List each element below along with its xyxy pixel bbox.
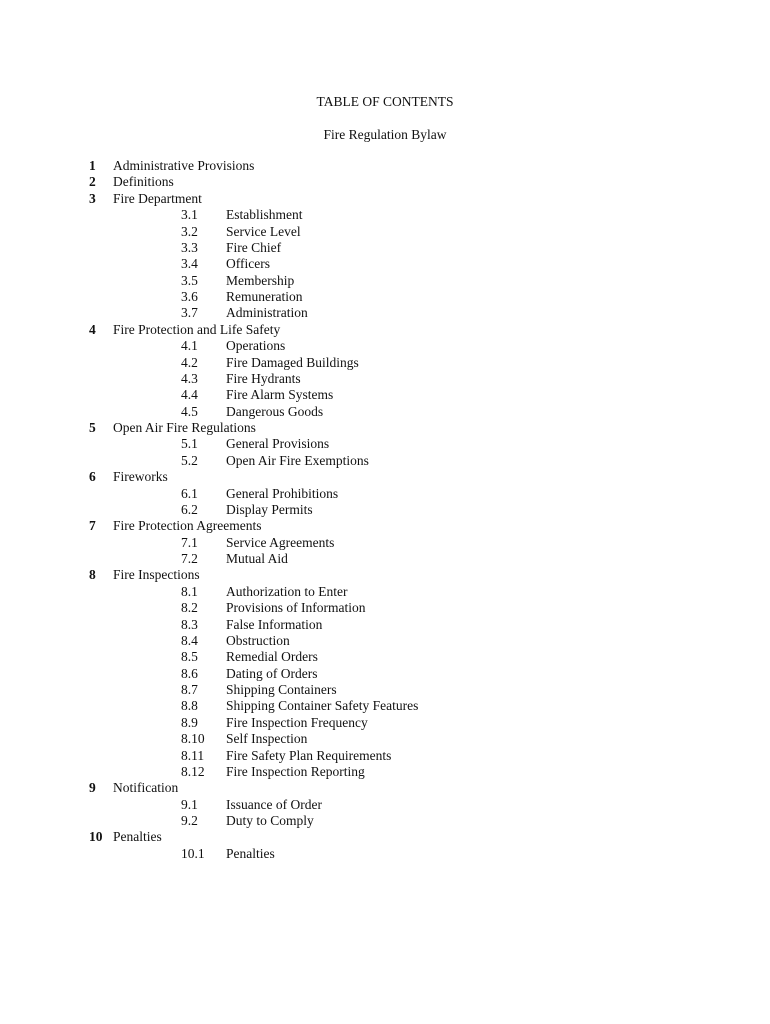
toc-section-title: Open Air Fire Regulations — [113, 420, 256, 435]
toc-subsection-number: 4.1 — [181, 338, 198, 354]
toc-subsection-number: 7.1 — [181, 534, 198, 550]
toc-subsection-number: 3.5 — [181, 272, 198, 288]
toc-subsection-row — [0, 240, 770, 256]
toc-section-row — [0, 567, 770, 583]
toc-subsection-number: 8.12 — [181, 763, 205, 779]
toc-section-title: Notification — [113, 780, 179, 796]
toc-subsection-number: 8.5 — [181, 649, 198, 665]
toc-subsection-title: Remuneration — [226, 289, 303, 304]
toc-section-title: Fireworks — [113, 469, 168, 485]
toc-subsection-row — [0, 535, 770, 551]
toc-subsection-title: Officers — [226, 256, 270, 272]
toc-subsection-row — [0, 715, 770, 731]
toc-section-title: Fire Protection Agreements — [113, 518, 262, 534]
toc-subsection-number: 8.1 — [181, 583, 198, 599]
toc-subsection-title: Shipping Container Safety Features — [226, 698, 419, 714]
toc-subsection-number: 10.1 — [181, 845, 205, 861]
toc-section-number: 1 — [89, 158, 96, 173]
toc-subsection-row — [0, 633, 770, 649]
toc-section-row — [0, 191, 770, 207]
toc-section-row — [0, 469, 770, 485]
toc-subsection-title: Fire Inspection Reporting — [226, 763, 365, 779]
toc-subsection-number: 4.5 — [181, 403, 198, 419]
toc-subsection-title: Service Agreements — [226, 534, 335, 550]
toc-subsection-number: 7.2 — [181, 551, 198, 566]
toc-subsection-title: Operations — [226, 338, 286, 354]
toc-subsection-number: 8.11 — [181, 747, 205, 763]
toc-section-title: Fire Department — [113, 190, 202, 206]
toc-section-title: Fire Protection and Life Safety — [113, 321, 281, 337]
toc-subsection-row — [0, 453, 770, 469]
toc-subsection-title: Fire Damaged Buildings — [226, 354, 359, 370]
toc-subsection-number: 9.2 — [181, 813, 198, 828]
toc-subsection-row — [0, 600, 770, 616]
toc-subsection-title: Authorization to Enter — [226, 583, 348, 599]
toc-subsection-row — [0, 649, 770, 665]
toc-subsection-title: Fire Hydrants — [226, 370, 301, 386]
toc-subsection-row — [0, 682, 770, 698]
toc-subsection-title: Service Level — [226, 223, 301, 239]
toc-subsection-row — [0, 387, 770, 403]
toc-subsection-number: 9.1 — [181, 796, 198, 812]
toc-subsection-row — [0, 207, 770, 223]
toc-section-row — [0, 322, 770, 338]
toc-subsection-number: 5.1 — [181, 436, 198, 452]
toc-subsection-number: 8.10 — [181, 731, 205, 747]
toc-subsection-title: Self Inspection — [226, 731, 308, 747]
toc-section-number: 6 — [89, 469, 96, 485]
toc-subsection-number: 3.6 — [181, 289, 198, 304]
toc-section-number: 10 — [89, 829, 103, 845]
document-title: TABLE OF CONTENTS — [316, 94, 454, 109]
toc-section-title: Fire Inspections — [113, 567, 200, 583]
toc-subsection-number: 3.2 — [181, 223, 198, 239]
toc-subsection-title: Penalties — [226, 845, 275, 861]
toc-subsection-row — [0, 289, 770, 305]
document-subtitle: Fire Regulation Bylaw — [323, 127, 447, 142]
toc-section-row — [0, 420, 770, 436]
toc-subsection-title: Provisions of Information — [226, 600, 366, 616]
toc-subsection-title: Shipping Containers — [226, 682, 337, 697]
toc-subsection-title: Duty to Comply — [226, 813, 314, 828]
toc-section-title: Definitions — [113, 174, 174, 190]
toc-subsection-row — [0, 797, 770, 813]
toc-section-number: 7 — [89, 518, 96, 534]
toc-subsection-number: 6.2 — [181, 501, 198, 517]
toc-subsection-title: Open Air Fire Exemptions — [226, 452, 369, 468]
toc-section-row — [0, 829, 770, 845]
toc-section-title: Administrative Provisions — [113, 158, 255, 173]
toc-subsection-number: 3.3 — [181, 239, 198, 255]
toc-subsection-title: General Prohibitions — [226, 485, 339, 501]
toc-subsection-title: Dangerous Goods — [226, 403, 324, 419]
toc-subsection-number: 3.4 — [181, 256, 198, 272]
toc-section-number: 8 — [89, 567, 96, 583]
toc-subsection-title: Fire Alarm Systems — [226, 387, 334, 403]
toc-section-row — [0, 780, 770, 796]
toc-subsection-title: Obstruction — [226, 632, 290, 648]
toc-subsection-number: 5.2 — [181, 452, 198, 468]
toc-section-row — [0, 174, 770, 190]
toc-subsection-title: Fire Inspection Frequency — [226, 714, 368, 730]
toc-subsection-row — [0, 305, 770, 321]
toc-section-title: Penalties — [113, 829, 162, 845]
toc-subsection-title: Remedial Orders — [226, 649, 318, 665]
toc-subsection-number: 4.3 — [181, 370, 198, 386]
toc-subsection-title: Issuance of Order — [226, 796, 322, 812]
toc-section-number: 3 — [89, 190, 96, 206]
toc-subsection-title: Establishment — [226, 207, 303, 223]
toc-subsection-row — [0, 731, 770, 747]
toc-section-number: 5 — [89, 420, 96, 435]
toc-section-number: 4 — [89, 321, 96, 337]
toc-subsection-number: 8.2 — [181, 600, 198, 616]
toc-subsection-row — [0, 617, 770, 633]
toc-subsection-number: 4.2 — [181, 354, 198, 370]
toc-subsection-row — [0, 273, 770, 289]
toc-subsection-row — [0, 256, 770, 272]
toc-section-row — [0, 518, 770, 534]
toc-subsection-row — [0, 764, 770, 780]
toc-subsection-row — [0, 748, 770, 764]
toc-subsection-title: Membership — [226, 272, 295, 288]
toc-subsection-title: General Provisions — [226, 436, 330, 452]
toc-subsection-row — [0, 551, 770, 567]
toc-section-row — [0, 158, 770, 174]
toc-subsection-row — [0, 436, 770, 452]
toc-subsection-row — [0, 224, 770, 240]
toc-section-number: 9 — [89, 780, 96, 796]
toc-subsection-number: 8.8 — [181, 698, 198, 714]
toc-subsection-row — [0, 666, 770, 682]
toc-subsection-row — [0, 502, 770, 518]
toc-subsection-row — [0, 404, 770, 420]
toc-subsection-row — [0, 698, 770, 714]
toc-subsection-number: 8.3 — [181, 616, 198, 632]
toc-subsection-number: 8.4 — [181, 632, 198, 648]
table-of-contents — [0, 158, 770, 862]
toc-subsection-row — [0, 813, 770, 829]
toc-subsection-title: Fire Chief — [226, 239, 282, 255]
toc-subsection-number: 8.9 — [181, 714, 198, 730]
toc-subsection-title: Fire Safety Plan Requirements — [226, 747, 392, 763]
toc-subsection-title: False Information — [226, 616, 323, 632]
toc-subsection-number: 8.7 — [181, 682, 198, 697]
toc-subsection-row — [0, 338, 770, 354]
toc-subsection-title: Mutual Aid — [226, 551, 288, 566]
toc-subsection-title: Dating of Orders — [226, 665, 318, 681]
toc-subsection-row — [0, 371, 770, 387]
toc-subsection-number: 3.7 — [181, 305, 198, 321]
toc-subsection-title: Administration — [226, 305, 308, 321]
toc-subsection-row — [0, 846, 770, 862]
toc-subsection-number: 6.1 — [181, 485, 198, 501]
toc-subsection-number: 4.4 — [181, 387, 198, 403]
toc-subsection-number: 8.6 — [181, 665, 198, 681]
toc-subsection-row — [0, 584, 770, 600]
toc-subsection-number: 3.1 — [181, 207, 198, 223]
toc-subsection-row — [0, 486, 770, 502]
toc-subsection-title: Display Permits — [226, 501, 313, 517]
toc-section-number: 2 — [89, 174, 96, 190]
toc-subsection-row — [0, 355, 770, 371]
